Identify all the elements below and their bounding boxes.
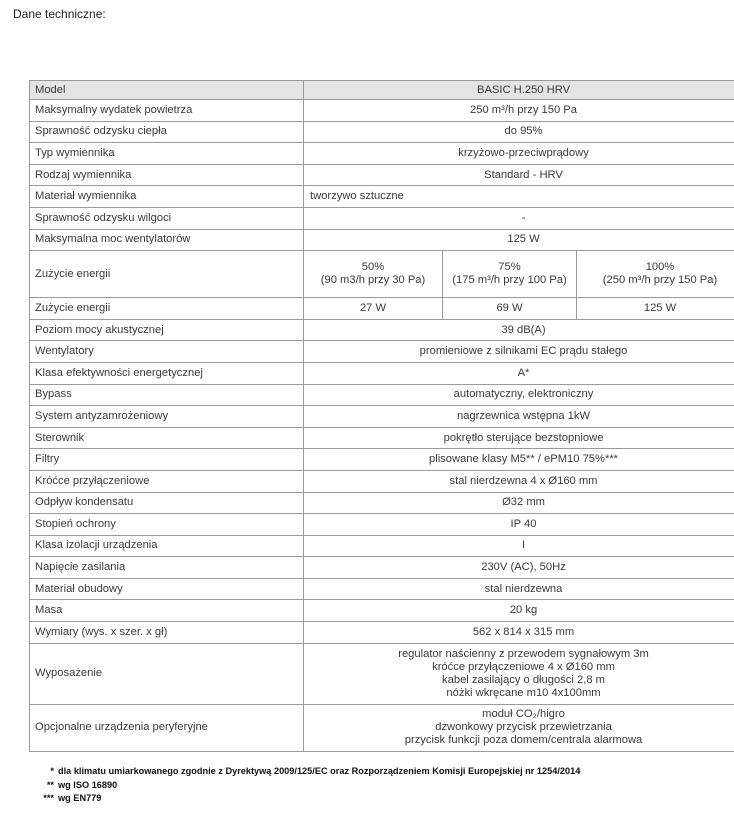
table-row [30,341,734,363]
row-label: Rodzaj wymiennika [30,164,304,186]
table-row [30,319,734,341]
row-value: 20 kg [304,600,734,622]
row-label: Wentylatory [30,341,304,363]
table-row-energy-levels [30,251,734,298]
equipment-list [304,643,734,704]
row-value: stal nierdzewna [304,578,734,600]
row-label: Materiał wymiennika [30,186,304,208]
table-row-equipment [30,643,734,704]
row-label: Poziom mocy akustycznej [30,319,304,341]
row-value: 562 x 814 x 315 mm [304,622,734,644]
table-row [30,229,734,251]
table-row [30,492,734,514]
row-label: Stopień ochrony [30,514,304,536]
optional-list [304,704,734,751]
footnote-text: wg ISO 16890 [58,779,118,790]
table-row [30,164,734,186]
equipment-item: kabel zasilający o długości 2,8 m [442,673,605,686]
row-label: Klasa efektywności energetycznej [30,362,304,384]
row-value: 230V (AC), 50Hz [304,557,734,579]
energy-level-cell [443,251,577,298]
energy-level-cond: (90 m3/h przy 30 Pa) [320,274,426,287]
energy-watt-cell: 125 W [577,298,734,320]
row-label: Masa [30,600,304,622]
table-row [30,406,734,428]
row-label: Maksymalna moc wentylatorów [30,229,304,251]
row-label: Materiał obudowy [30,578,304,600]
table-row [30,578,734,600]
row-label: Zużycie energii [30,298,304,320]
energy-level-cond: (250 m³/h przy 150 Pa) [602,274,718,287]
row-label: Zużycie energii [30,251,304,298]
table-row [30,622,734,644]
footnotes [40,765,580,806]
row-value: tworzywo sztuczne [304,186,734,208]
row-label: Napięcie zasilania [30,557,304,579]
energy-level-pct: 75% [498,261,521,274]
footnote-text: wg EN779 [58,793,102,803]
table-row [30,121,734,143]
equipment-item: regulator naścienny z przewodem sygnałowym 3m [398,647,649,660]
footnote-mark: ** [46,779,54,790]
row-label: Wyposażenie [30,643,304,704]
energy-level-pct: 100% [645,261,675,274]
page-heading: Dane techniczne: [13,7,106,21]
table-row [30,384,734,406]
row-value: I [304,535,734,557]
row-label: Model [30,81,304,100]
row-label: Klasa izolacji urządzenia [30,535,304,557]
row-label: Sprawność odzysku wilgoci [30,207,304,229]
row-value: Ø32 mm [304,492,734,514]
row-label: System antyzamrożeniowy [30,406,304,428]
row-label: Odpływ kondensatu [30,492,304,514]
row-label: Bypass [30,384,304,406]
row-label: Opcjonalne urządzenia peryferyjne [30,704,304,751]
table-row [30,143,734,165]
row-value: 125 W [304,229,734,251]
spec-table [29,80,734,752]
footnote [40,765,580,779]
row-label: Maksymalny wydatek powietrza [30,100,304,122]
row-value: 39 dB(A) [304,319,734,341]
table-row-energy-watts [30,298,734,320]
table-row [30,470,734,492]
table-row [30,449,734,471]
row-value: krzyżowo-przeciwprądowy [304,143,734,165]
table-header-row [30,81,734,100]
row-value: A* [304,362,734,384]
row-value: 250 m³/h przy 150 Pa [304,100,734,122]
optional-item: moduł CO₂/higro [482,708,565,721]
equipment-item: króćce przyłączeniowe 4 x Ø160 mm [432,660,615,673]
row-value: IP 40 [304,514,734,536]
table-row [30,186,734,208]
row-value: do 95% [304,121,734,143]
energy-watt-cell: 27 W [304,298,443,320]
table-row [30,535,734,557]
row-label: Typ wymiennika [30,143,304,165]
equipment-item: nóżki wkręcane m10 4x100mm [446,686,601,699]
footnote-mark: * [50,766,54,776]
table-row-optional [30,704,734,751]
energy-watt-cell: 69 W [443,298,577,320]
energy-level-cell [577,251,734,298]
footnote [40,792,580,806]
row-value: automatyczny, elektroniczny [304,384,734,406]
row-value: nagrzewnica wstępna 1kW [304,406,734,428]
row-value: Standard - HRV [304,164,734,186]
row-value: pokrętło sterujące bezstopniowe [304,427,734,449]
row-label: Wymiary (wys. x szer. x gł) [30,622,304,644]
table-row [30,207,734,229]
row-value: - [304,207,734,229]
table-row [30,557,734,579]
energy-level-pct: 50% [361,261,385,274]
footnote [40,779,580,793]
table-row [30,427,734,449]
optional-item: dzwonkowy przycisk przewietrzania [435,721,612,734]
row-value: BASIC H.250 HRV [304,81,734,100]
row-label: Filtry [30,449,304,471]
footnote-text: dla klimatu umiarkowanego zgodnie z Dyrektywą 2009/125/EC oraz Rozporządzeniem Komisji Europejskiej nr 1254/2014 [58,766,581,776]
row-label: Sterownik [30,427,304,449]
table-row [30,600,734,622]
table-row [30,362,734,384]
optional-item: przycisk funkcji poza domem/centrala alarmowa [404,734,643,747]
table-row [30,100,734,122]
row-value: stal nierdzewna 4 x Ø160 mm [304,470,734,492]
row-label: Sprawność odzysku ciepła [30,121,304,143]
energy-level-cond: (175 m³/h przy 100 Pa) [452,274,567,287]
table-row [30,514,734,536]
row-value: plisowane klasy M5** / ePM10 75%*** [304,449,734,471]
row-value: promieniowe z silnikami EC prądu stałego [304,341,734,363]
footnote-mark: *** [43,793,54,803]
energy-level-cell [304,251,443,298]
row-label: Króćce przyłączeniowe [30,470,304,492]
